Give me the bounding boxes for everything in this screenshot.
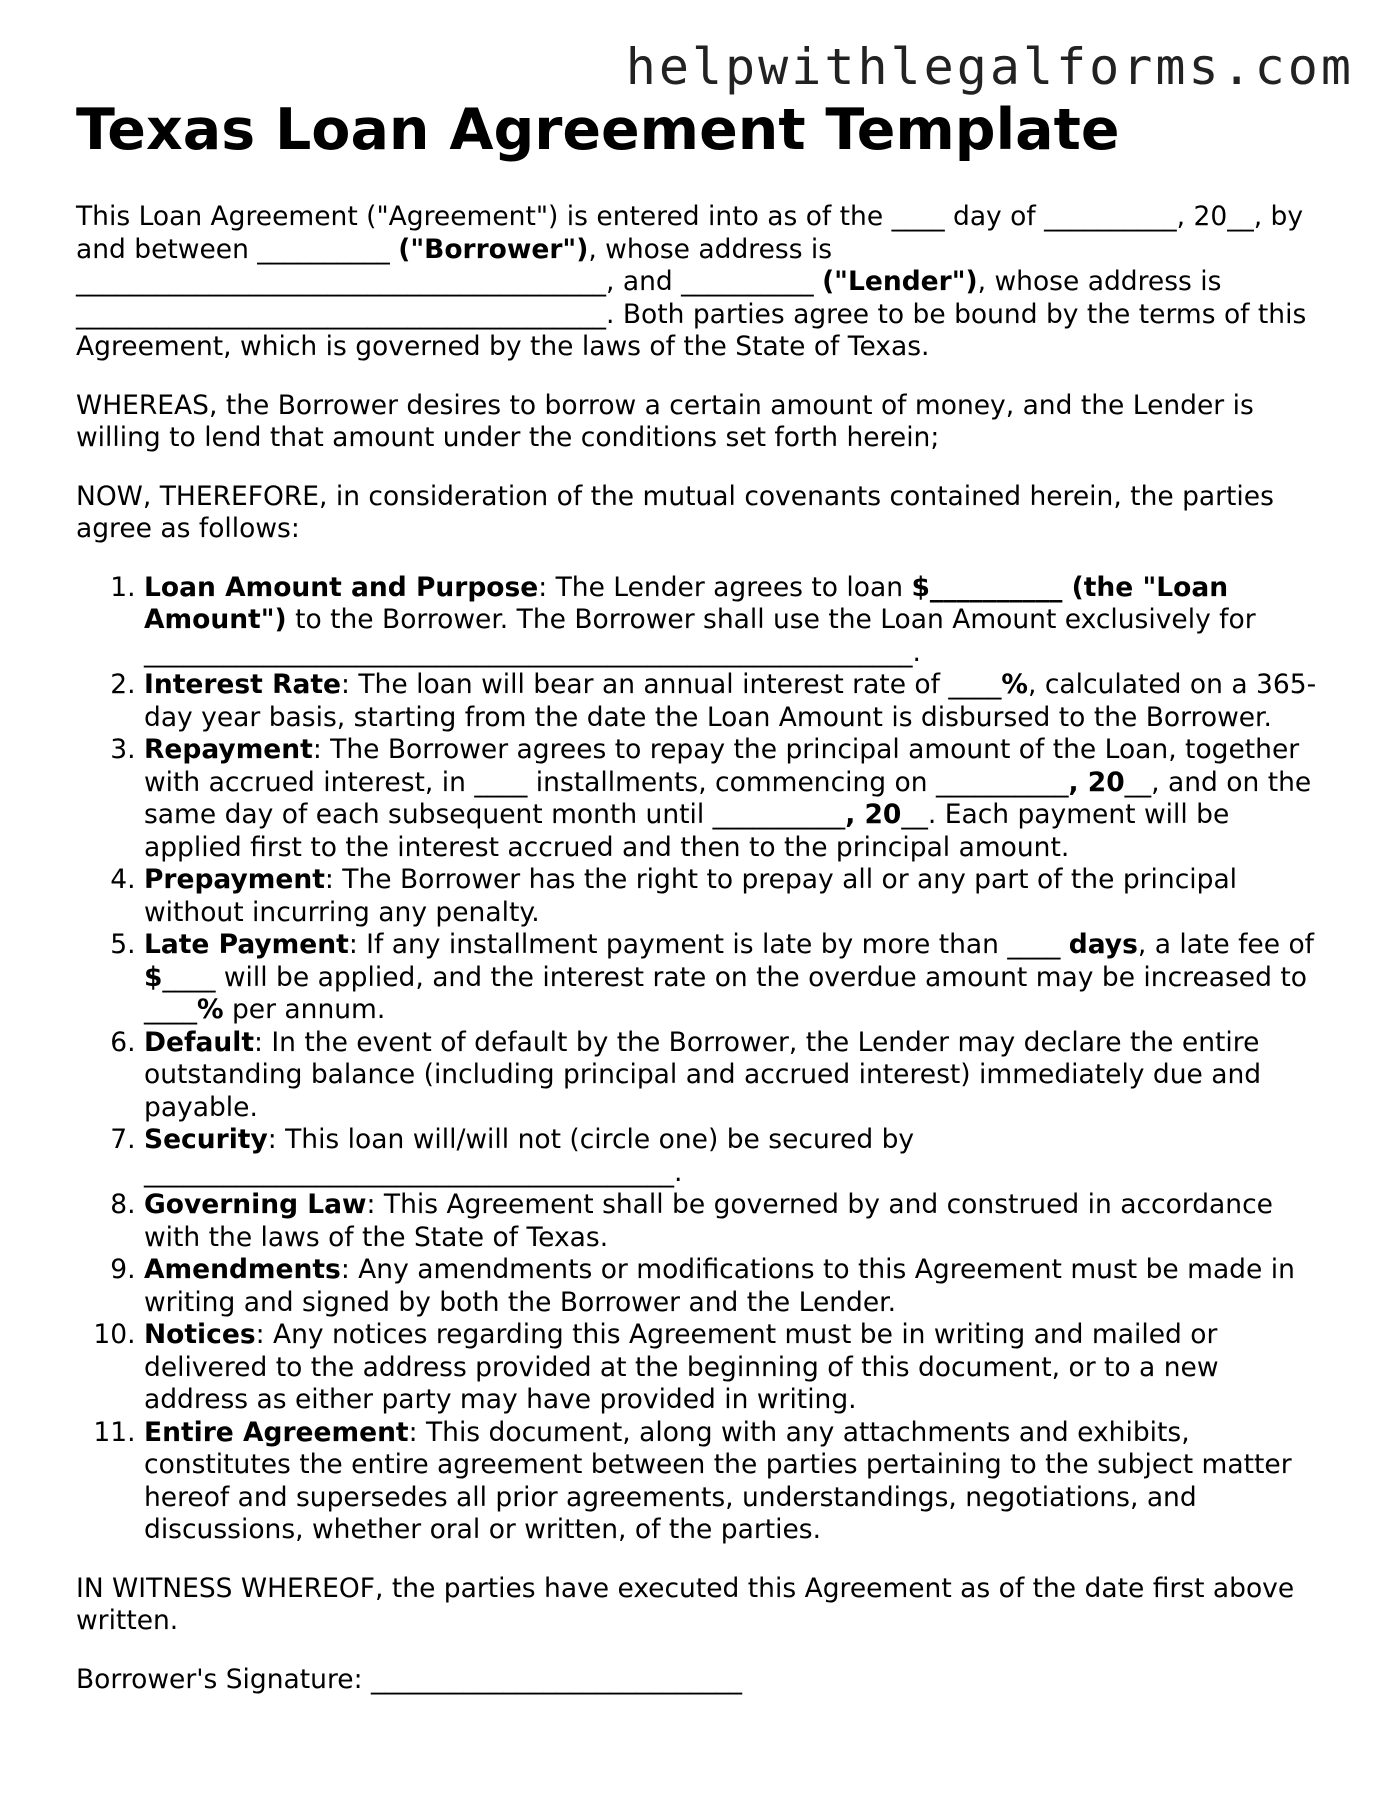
clause-text: : Any amendments or modifications to this Agreement must be made in writing and signed by both the Borrower and the Lender.	[144, 1254, 1295, 1318]
clause-title: Governing Law	[144, 1189, 367, 1220]
borrower-signature-line	[76, 1664, 1326, 1697]
clause-text: ____ will be applied, and the interest rate on the overdue amount may be increased to ____	[144, 961, 1307, 1025]
document-body	[76, 201, 1326, 1696]
clause-title: Loan Amount and Purpose	[144, 571, 539, 603]
watermark: helpwithlegalforms.com	[625, 38, 1354, 96]
now-therefore-paragraph: NOW, THEREFORE, in consideration of the mutual covenants contained herein, the parties agree as follows:	[76, 480, 1274, 544]
clause-title: Interest Rate	[144, 669, 342, 700]
clause-text: to the Borrower. The Borrower shall use the Loan Amount exclusively for __________________________________________________________.	[144, 604, 1256, 668]
clause-title: Late Payment	[144, 929, 349, 960]
clause-text: : This document, along with any attachments and exhibits, constitutes the entire agreement between the parties pertaining to the subject matter hereof and supersedes all prior agreements, understandings, negotiations, and discussions, whether oral or written, of the parties.	[144, 1416, 1292, 1545]
clause-text: __, and on the same day of each subsequent month until __________	[144, 766, 1312, 830]
clause-text: __. Each payment will be applied first to the interest accrued and then to the principal amount.	[144, 799, 1230, 863]
intro-text-1: This Loan Agreement ("Agreement") is entered into as of the ____ day of __________, 20__, by and between __________	[76, 201, 1304, 265]
intro-paragraph	[76, 201, 1326, 364]
clause-text: : If any installment payment is late by more than ____	[348, 929, 1069, 960]
clause-title: Entire Agreement	[144, 1416, 409, 1448]
clause-repayment	[144, 734, 1326, 864]
clause-late-payment	[144, 929, 1326, 1027]
clause-title: Default	[144, 1026, 254, 1058]
signature-blank[interactable]: ____________________________	[370, 1663, 742, 1695]
clause-entire-agreement	[144, 1417, 1326, 1547]
clause-bold-text: %	[197, 994, 224, 1025]
clause-prepayment	[144, 864, 1326, 929]
borrower-label: ("Borrower")	[398, 233, 589, 265]
clause-text: : In the event of default by the Borrower, the Lender may declare the entire outstanding balance (including principal and accrued interest) immediately due and payable.	[144, 1026, 1262, 1123]
clause-title: Amendments	[144, 1254, 341, 1285]
lender-label: ("Lender")	[822, 266, 978, 297]
clause-title: Security	[144, 1124, 268, 1155]
clause-governing-law	[144, 1189, 1326, 1254]
clause-text: : Any notices regarding this Agreement must be in writing and mailed or delivered to the address provided at the beginning of this document, or to a new address as either party may have provided in writing.	[144, 1319, 1219, 1415]
clause-loan-amount	[144, 572, 1326, 670]
signature-label: Borrower's Signature:	[76, 1663, 371, 1695]
clause-default	[144, 1027, 1326, 1125]
clause-interest-rate	[144, 669, 1326, 734]
clause-text: , a late fee of	[1137, 929, 1314, 960]
clause-text: : The Lender agrees to loan	[538, 571, 912, 603]
clause-text: : The Borrower has the right to prepay all or any part of the principal without incurring any penalty.	[144, 864, 1238, 928]
intro-text-2: , whose address is ________________________________________, and __________	[76, 233, 833, 297]
clause-amendments	[144, 1254, 1326, 1319]
clause-text: : The Borrower agrees to repay the principal amount of the Loan, together with accrued interest, in ____ installments, commencing on __________	[144, 734, 1300, 798]
clause-text: , calculated on a 365-day year basis, starting from the date the Loan Amount is disbursed to the Borrower.	[144, 669, 1317, 733]
document-title: Texas Loan Agreement Template	[76, 97, 1120, 163]
intro-text-3: , whose address is ________________________________________. Both parties agree to be bound by the terms of this Agreement, which is governed by the laws of the State of Texas.	[76, 266, 1307, 362]
clause-bold-text: , 20	[1068, 766, 1125, 798]
clause-list	[76, 572, 1326, 1547]
clause-security	[144, 1124, 1326, 1189]
document-page	[76, 95, 1326, 1696]
clause-bold-text: $	[144, 961, 163, 993]
clause-title: Repayment	[144, 734, 313, 765]
clause-bold-text: %	[1001, 669, 1028, 700]
whereas-paragraph: WHEREAS, the Borrower desires to borrow a certain amount of money, and the Lender is willing to lend that amount under the conditions set forth herein;	[76, 389, 1254, 453]
clause-text: : This loan will/will not (circle one) be secured by ________________________________________.	[144, 1124, 915, 1188]
clause-notices	[144, 1319, 1326, 1417]
clause-title: Notices	[144, 1319, 256, 1350]
clause-text: : This Agreement shall be governed by and construed in accordance with the laws of the State of Texas.	[144, 1189, 1273, 1253]
clause-bold-text: $__________ (the "Loan Amount")	[144, 571, 1229, 635]
clause-text: per annum.	[223, 994, 386, 1025]
clause-bold-text: , 20	[845, 799, 902, 830]
clause-title: Prepayment	[144, 864, 325, 895]
clause-text: : The loan will bear an annual interest rate of ____	[341, 669, 1002, 700]
clause-bold-text: days	[1068, 929, 1138, 960]
witness-paragraph: IN WITNESS WHEREOF, the parties have executed this Agreement as of the date first above written.	[76, 1572, 1295, 1636]
